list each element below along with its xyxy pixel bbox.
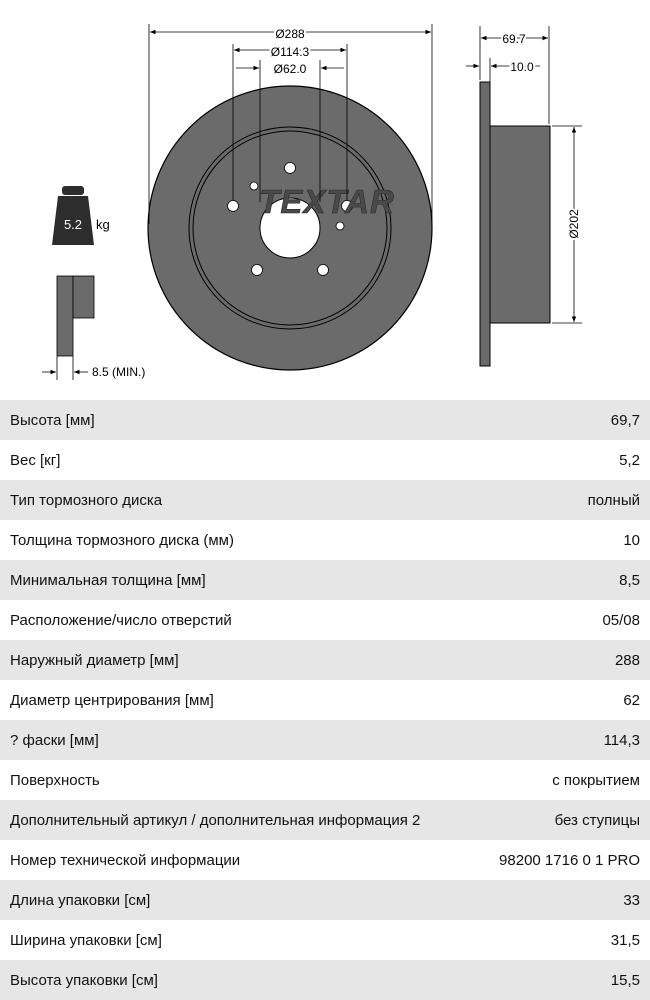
spec-label: Высота упаковки [см] [0, 960, 473, 1000]
spec-row [0, 800, 650, 840]
spec-label: Ширина упаковки [см] [0, 920, 473, 960]
spec-value: 31,5 [473, 920, 650, 960]
spec-row [0, 880, 650, 920]
disc-front-view [148, 86, 432, 370]
spec-row [0, 960, 650, 1000]
spec-row [0, 600, 650, 640]
spec-label: Дополнительный артикул / дополнительная информация 2 [0, 800, 473, 840]
min-thickness-icon [42, 276, 94, 380]
spec-label: Минимальная толщина [мм] [0, 560, 473, 600]
spec-value: с покрытием [473, 760, 650, 800]
spec-value: 62 [473, 680, 650, 720]
spec-row [0, 720, 650, 760]
spec-row [0, 520, 650, 560]
spec-value: 33 [473, 880, 650, 920]
spec-value: 114,3 [473, 720, 650, 760]
inner-diameter-label: Ø202 [567, 209, 581, 239]
spec-row [0, 640, 650, 680]
spec-table [0, 400, 650, 1000]
spec-label: Поверхность [0, 760, 473, 800]
spec-label: Наружный диаметр [мм] [0, 640, 473, 680]
weight-unit: kg [96, 217, 110, 232]
bolt-hole [318, 265, 329, 276]
spec-row [0, 560, 650, 600]
spec-label: Толщина тормозного диска (мм) [0, 520, 473, 560]
spec-value: полный [473, 480, 650, 520]
spec-value: 98200 1716 0 1 PRO [473, 840, 650, 880]
hat-section [490, 126, 550, 323]
spec-row [0, 680, 650, 720]
spec-value: 288 [473, 640, 650, 680]
thickness-label: 10.0 [510, 60, 534, 74]
bolt-hole [285, 163, 296, 174]
bolt-hole [228, 201, 239, 212]
spec-label: Тип тормозного диска [0, 480, 473, 520]
spec-value: 10 [473, 520, 650, 560]
weight-icon [52, 186, 94, 245]
spec-label: Диаметр центрирования [мм] [0, 680, 473, 720]
spec-row [0, 920, 650, 960]
spec-label: ? фаски [мм] [0, 720, 473, 760]
spec-row [0, 400, 650, 440]
height-label: 69.7 [502, 32, 526, 46]
center-bore-label: Ø62.0 [273, 62, 307, 76]
disc-side-profile [466, 26, 582, 366]
brand-logo: TEXTAR [259, 183, 395, 220]
weight-value: 5.2 [63, 217, 83, 232]
spec-row [0, 440, 650, 480]
locating-hole [336, 222, 344, 230]
spec-value: 15,5 [473, 960, 650, 1000]
bolt-hole [252, 265, 263, 276]
spec-label: Расположение/число отверстий [0, 600, 473, 640]
spec-label: Высота [мм] [0, 400, 473, 440]
outer-diameter-label: Ø288 [275, 27, 305, 41]
spec-row [0, 760, 650, 800]
spec-value: 05/08 [473, 600, 650, 640]
spec-value: 8,5 [473, 560, 650, 600]
friction-ring-section [480, 82, 490, 366]
spec-row [0, 840, 650, 880]
spec-label: Номер технической информации [0, 840, 473, 880]
min-thickness-label: 8.5 (MIN.) [92, 365, 146, 379]
pcd-label: Ø114.3 [270, 45, 310, 59]
spec-label: Длина упаковки [см] [0, 880, 473, 920]
locating-hole [250, 182, 258, 190]
spec-value: 5,2 [473, 440, 650, 480]
spec-value: 69,7 [473, 400, 650, 440]
brake-disc-drawing [0, 0, 650, 400]
spec-label: Вес [кг] [0, 440, 473, 480]
spec-row [0, 480, 650, 520]
spec-value: без ступицы [473, 800, 650, 840]
